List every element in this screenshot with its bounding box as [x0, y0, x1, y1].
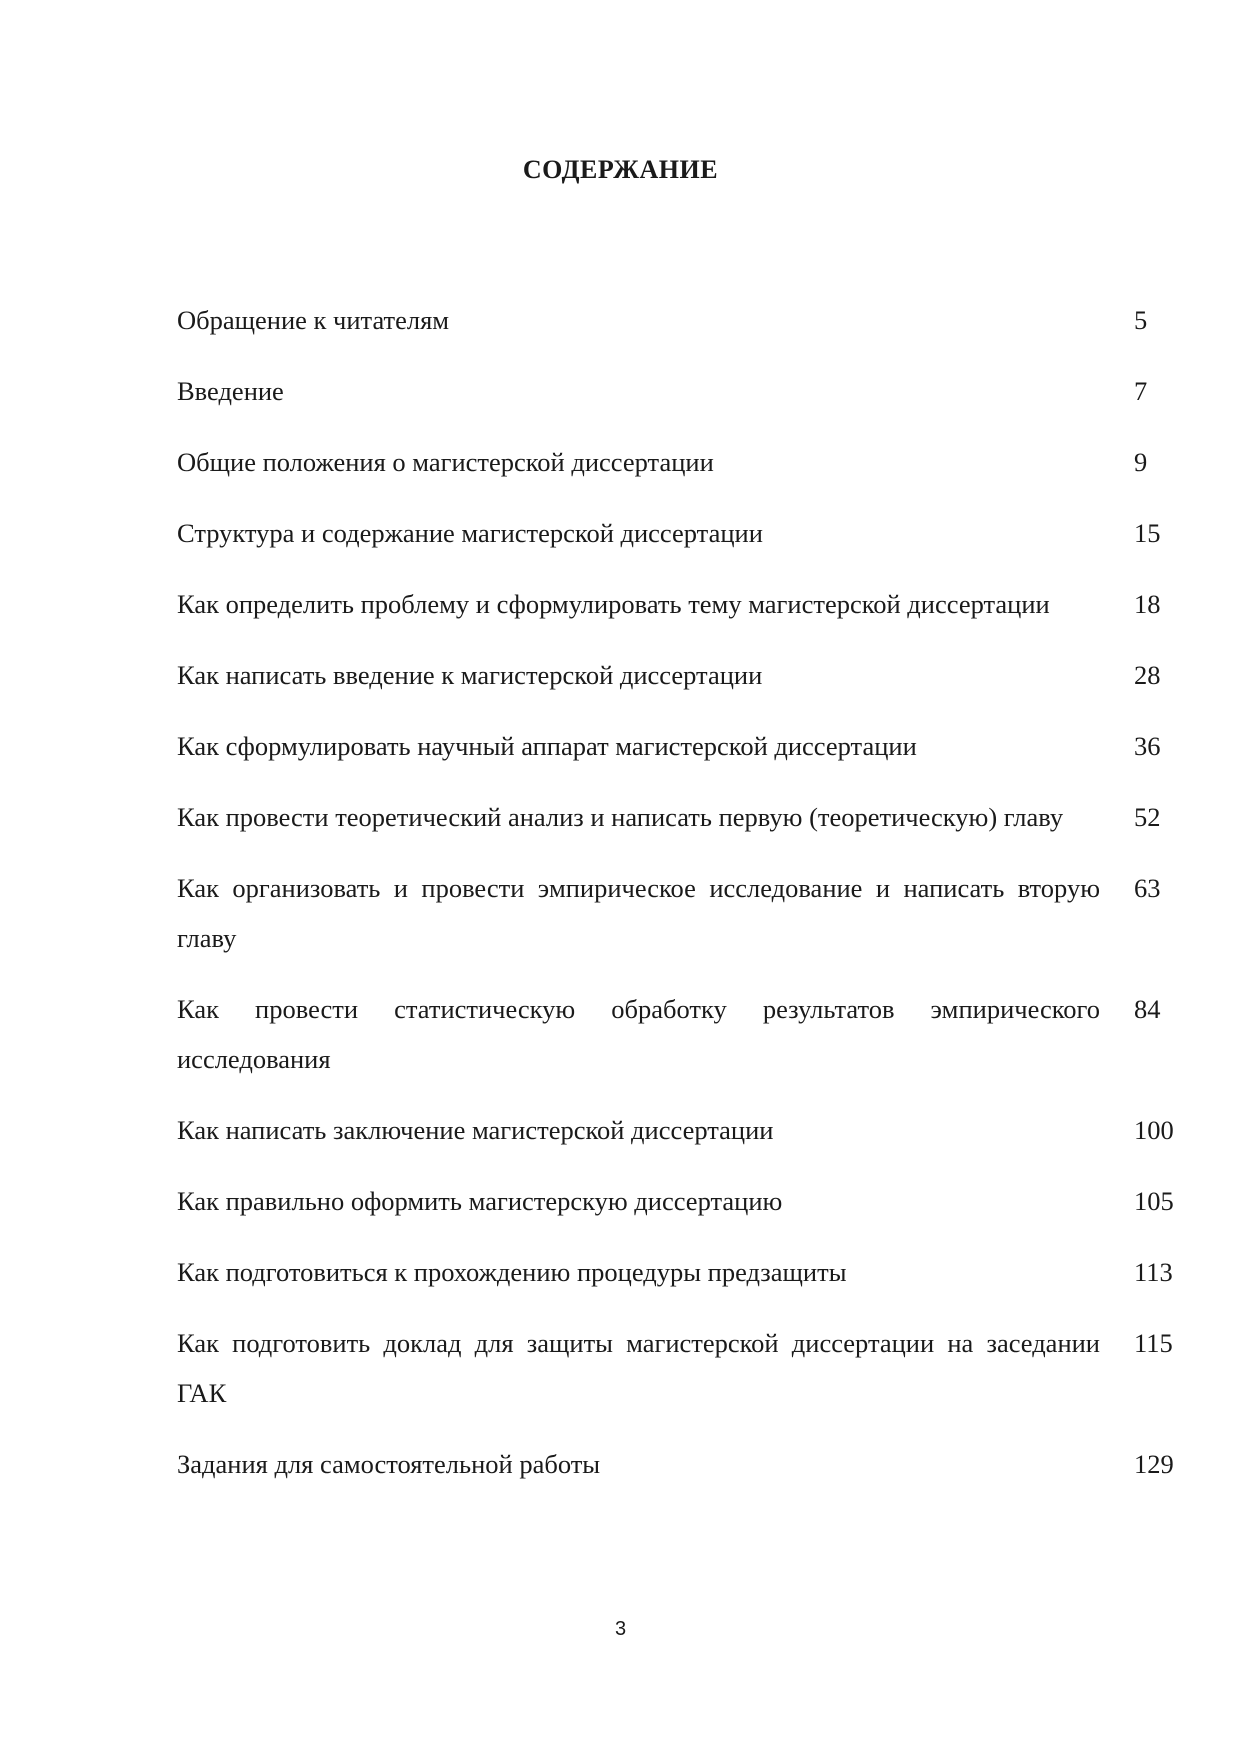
- toc-entry: [177, 508, 1177, 558]
- toc-entry-page: 15: [1134, 518, 1161, 548]
- page-title: СОДЕРЖАНИЕ: [522, 155, 719, 184]
- toc-entry: [177, 579, 1177, 629]
- toc-entry: [177, 295, 1177, 345]
- toc-entry-title: Обращение к читателям: [177, 305, 450, 335]
- toc-entry-page: 7: [1134, 376, 1148, 406]
- toc-entry-page: 63: [1134, 873, 1161, 903]
- toc-entry: [177, 1247, 1177, 1297]
- table-of-contents: [177, 295, 1177, 1510]
- toc-entry: [177, 721, 1177, 771]
- toc-entry-title: Как провести статистическую обработку результатов эмпирического исследования: [177, 994, 1100, 1074]
- toc-entry-title: Как правильно оформить магистерскую диссертацию: [177, 1186, 783, 1216]
- toc-entry-title: Как организовать и провести эмпирическое исследование и написать вторую главу: [177, 873, 1100, 953]
- toc-entry-page: 36: [1134, 731, 1161, 761]
- toc-entry-title: Введение: [177, 376, 284, 406]
- toc-entry-title: Как написать заключение магистерской диссертации: [177, 1115, 774, 1145]
- toc-entry-title: Задания для самостоятельной работы: [177, 1449, 601, 1479]
- toc-entry: [177, 437, 1177, 487]
- toc-entry-page: 129: [1134, 1449, 1174, 1479]
- toc-entry-title: Как подготовиться к прохождению процедуры предзащиты: [177, 1257, 847, 1287]
- toc-entry-title: Как провести теоретический анализ и написать первую (теоретическую) главу: [177, 802, 1064, 832]
- toc-entry: [177, 863, 1177, 963]
- toc-entry-title: Как написать введение к магистерской диссертации: [177, 660, 763, 690]
- toc-entry-page: 5: [1134, 305, 1148, 335]
- toc-entry-page: 100: [1134, 1115, 1174, 1145]
- toc-entry-title: Как сформулировать научный аппарат магистерской диссертации: [177, 731, 917, 761]
- toc-entry: [177, 366, 1177, 416]
- toc-entry-page: 52: [1134, 802, 1161, 832]
- page-number: 3: [614, 1618, 627, 1640]
- toc-entry-title: Структура и содержание магистерской диссертации: [177, 518, 763, 548]
- toc-entry-title: Общие положения о магистерской диссертации: [177, 447, 714, 477]
- toc-entry: [177, 650, 1177, 700]
- toc-entry: [177, 984, 1177, 1084]
- toc-entry-page: 105: [1134, 1186, 1174, 1216]
- toc-entry-title: Как определить проблему и сформулировать тему магистерской диссертации: [177, 589, 1050, 619]
- toc-entry: [177, 1318, 1177, 1418]
- toc-entry-page: 84: [1134, 994, 1161, 1024]
- toc-entry-page: 115: [1134, 1328, 1173, 1358]
- toc-entry: [177, 792, 1177, 842]
- toc-entry-page: 113: [1134, 1257, 1173, 1287]
- toc-entry-page: 18: [1134, 589, 1161, 619]
- toc-entry: [177, 1176, 1177, 1226]
- toc-entry-title: Как подготовить доклад для защиты магистерской диссертации на заседании ГАК: [177, 1328, 1100, 1408]
- toc-entry-page: 28: [1134, 660, 1161, 690]
- toc-entry: [177, 1105, 1177, 1155]
- toc-entry-page: 9: [1134, 447, 1148, 477]
- toc-entry: [177, 1439, 1177, 1489]
